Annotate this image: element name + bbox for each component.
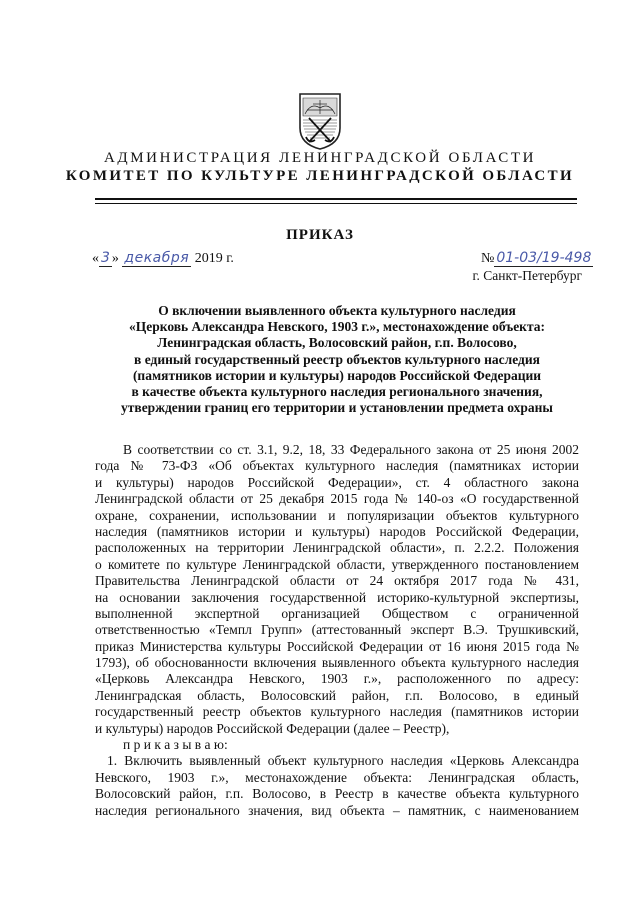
committee-title: КОМИТЕТ ПО КУЛЬТУРЕ ЛЕНИНГРАДСКОЙ ОБЛАСТИ bbox=[65, 168, 575, 184]
order-date bbox=[92, 251, 234, 267]
subject-line: (памятников истории и культуры) народов Российской Федерации bbox=[132, 367, 542, 383]
order-decree-word: п р и к а з ы в а ю: bbox=[123, 737, 228, 753]
body-line: наследия (памятников истории и культуры) народов Российской Федерации, bbox=[95, 523, 579, 539]
body-line: Ленинградской области от 25 декабря 2015 года № 140-оз «О государственной bbox=[95, 491, 579, 507]
subject-line: Ленинградская область, Волосовский район, г.п. Волосово, bbox=[157, 335, 517, 351]
body-line: приказ Министерства культуры Российской Федерации от 16 июня 2015 года № bbox=[95, 638, 579, 654]
date-year: 2019 г. bbox=[194, 251, 234, 266]
number-prefix: № bbox=[481, 251, 495, 266]
body-line: Ленинградская область, Волосовский район, г.п. Волосово, в единый bbox=[95, 687, 579, 703]
body-line: Правительства Ленинградской области от 24 октября 2017 года № 431, bbox=[95, 573, 579, 589]
body-line: и культуры) народов Российской Федерации (далее – Реестр), bbox=[95, 720, 450, 736]
header-divider-thick bbox=[95, 198, 577, 200]
body-line: выполненной экспертной организацией Обществом с ограниченной bbox=[95, 605, 579, 621]
body-line: ответственностью «Темпл Групп» (аттестованный эксперт В.Э. Трушкивский, bbox=[95, 622, 579, 638]
subject-line: О включении выявленного объекта культурного наследия bbox=[158, 303, 516, 318]
clause-1-line: Невского, 1903 г.», местонахождение объекта: Ленинградская область, bbox=[95, 769, 579, 785]
clause-1-line: 1. Включить выявленный объект культурного наследия «Церковь Александра bbox=[107, 753, 579, 769]
order-city: г. Санкт-Петербург bbox=[472, 268, 582, 283]
body-line: года № 73-ФЗ «Об объектах культурного наследия (памятниках истории bbox=[95, 458, 579, 474]
subject-line: в качестве объекта культурного наследия регионального значения, bbox=[131, 384, 543, 400]
order-title: ПРИКАЗ bbox=[286, 227, 354, 243]
body-line: и культуры) народов Российской Федерации», ст. 4 областного закона bbox=[95, 474, 579, 490]
subject-line: «Церковь Александра Невского, 1903 г.», местонахождение объекта: bbox=[128, 319, 546, 335]
date-day: 3 bbox=[101, 250, 110, 266]
body-line: государственный реестр объектов культурного наследия (памятников истории bbox=[95, 704, 579, 720]
coat-of-arms-icon bbox=[297, 92, 343, 150]
administration-title: АДМИНИСТРАЦИЯ ЛЕНИНГРАДСКОЙ ОБЛАСТИ bbox=[103, 150, 537, 166]
date-close-quote: » bbox=[111, 251, 119, 266]
body-line: охране, сохранении, использовании и популяризации объектов культурного bbox=[95, 507, 579, 523]
body-line: на основании заключения государственной историко-культурной экспертизы, bbox=[95, 589, 579, 605]
clause-1-line: Волосовский район, г.п. Волосово, в Реестр в качестве объекта культурного bbox=[95, 786, 579, 802]
header-divider-thin bbox=[95, 203, 577, 204]
body-line: о комитете по культуре Ленинградской области, утвержденного постановлением bbox=[95, 556, 579, 572]
order-subject bbox=[95, 303, 579, 416]
date-month: декабря bbox=[124, 250, 190, 266]
subject-line: утверждении границ его территории и установлении предмета охраны bbox=[121, 400, 553, 416]
order-body bbox=[95, 442, 579, 819]
subject-line: в единый государственный реестр объектов культурного наследия bbox=[134, 351, 540, 367]
body-line: 1793), об обоснованности включения выявленного объекта культурного наследия bbox=[95, 655, 579, 671]
number-value: 01-03/19-498 bbox=[496, 250, 592, 266]
body-line: В соответствии со ст. 3.1, 9.2, 18, 33 Федерального закона от 25 июня 2002 bbox=[123, 442, 579, 457]
body-line: «Церковь Александра Невского, 1903 г.», расположенного по адресу: bbox=[95, 671, 579, 687]
clause-1-line: наследия регионального значения, вид объекта – памятник, с наименованием bbox=[95, 802, 579, 818]
order-number bbox=[481, 251, 593, 267]
date-open-quote: « bbox=[92, 251, 99, 266]
body-line: расположенных на территории Ленинградской области», п. 2.2.2. Положения bbox=[95, 540, 579, 556]
